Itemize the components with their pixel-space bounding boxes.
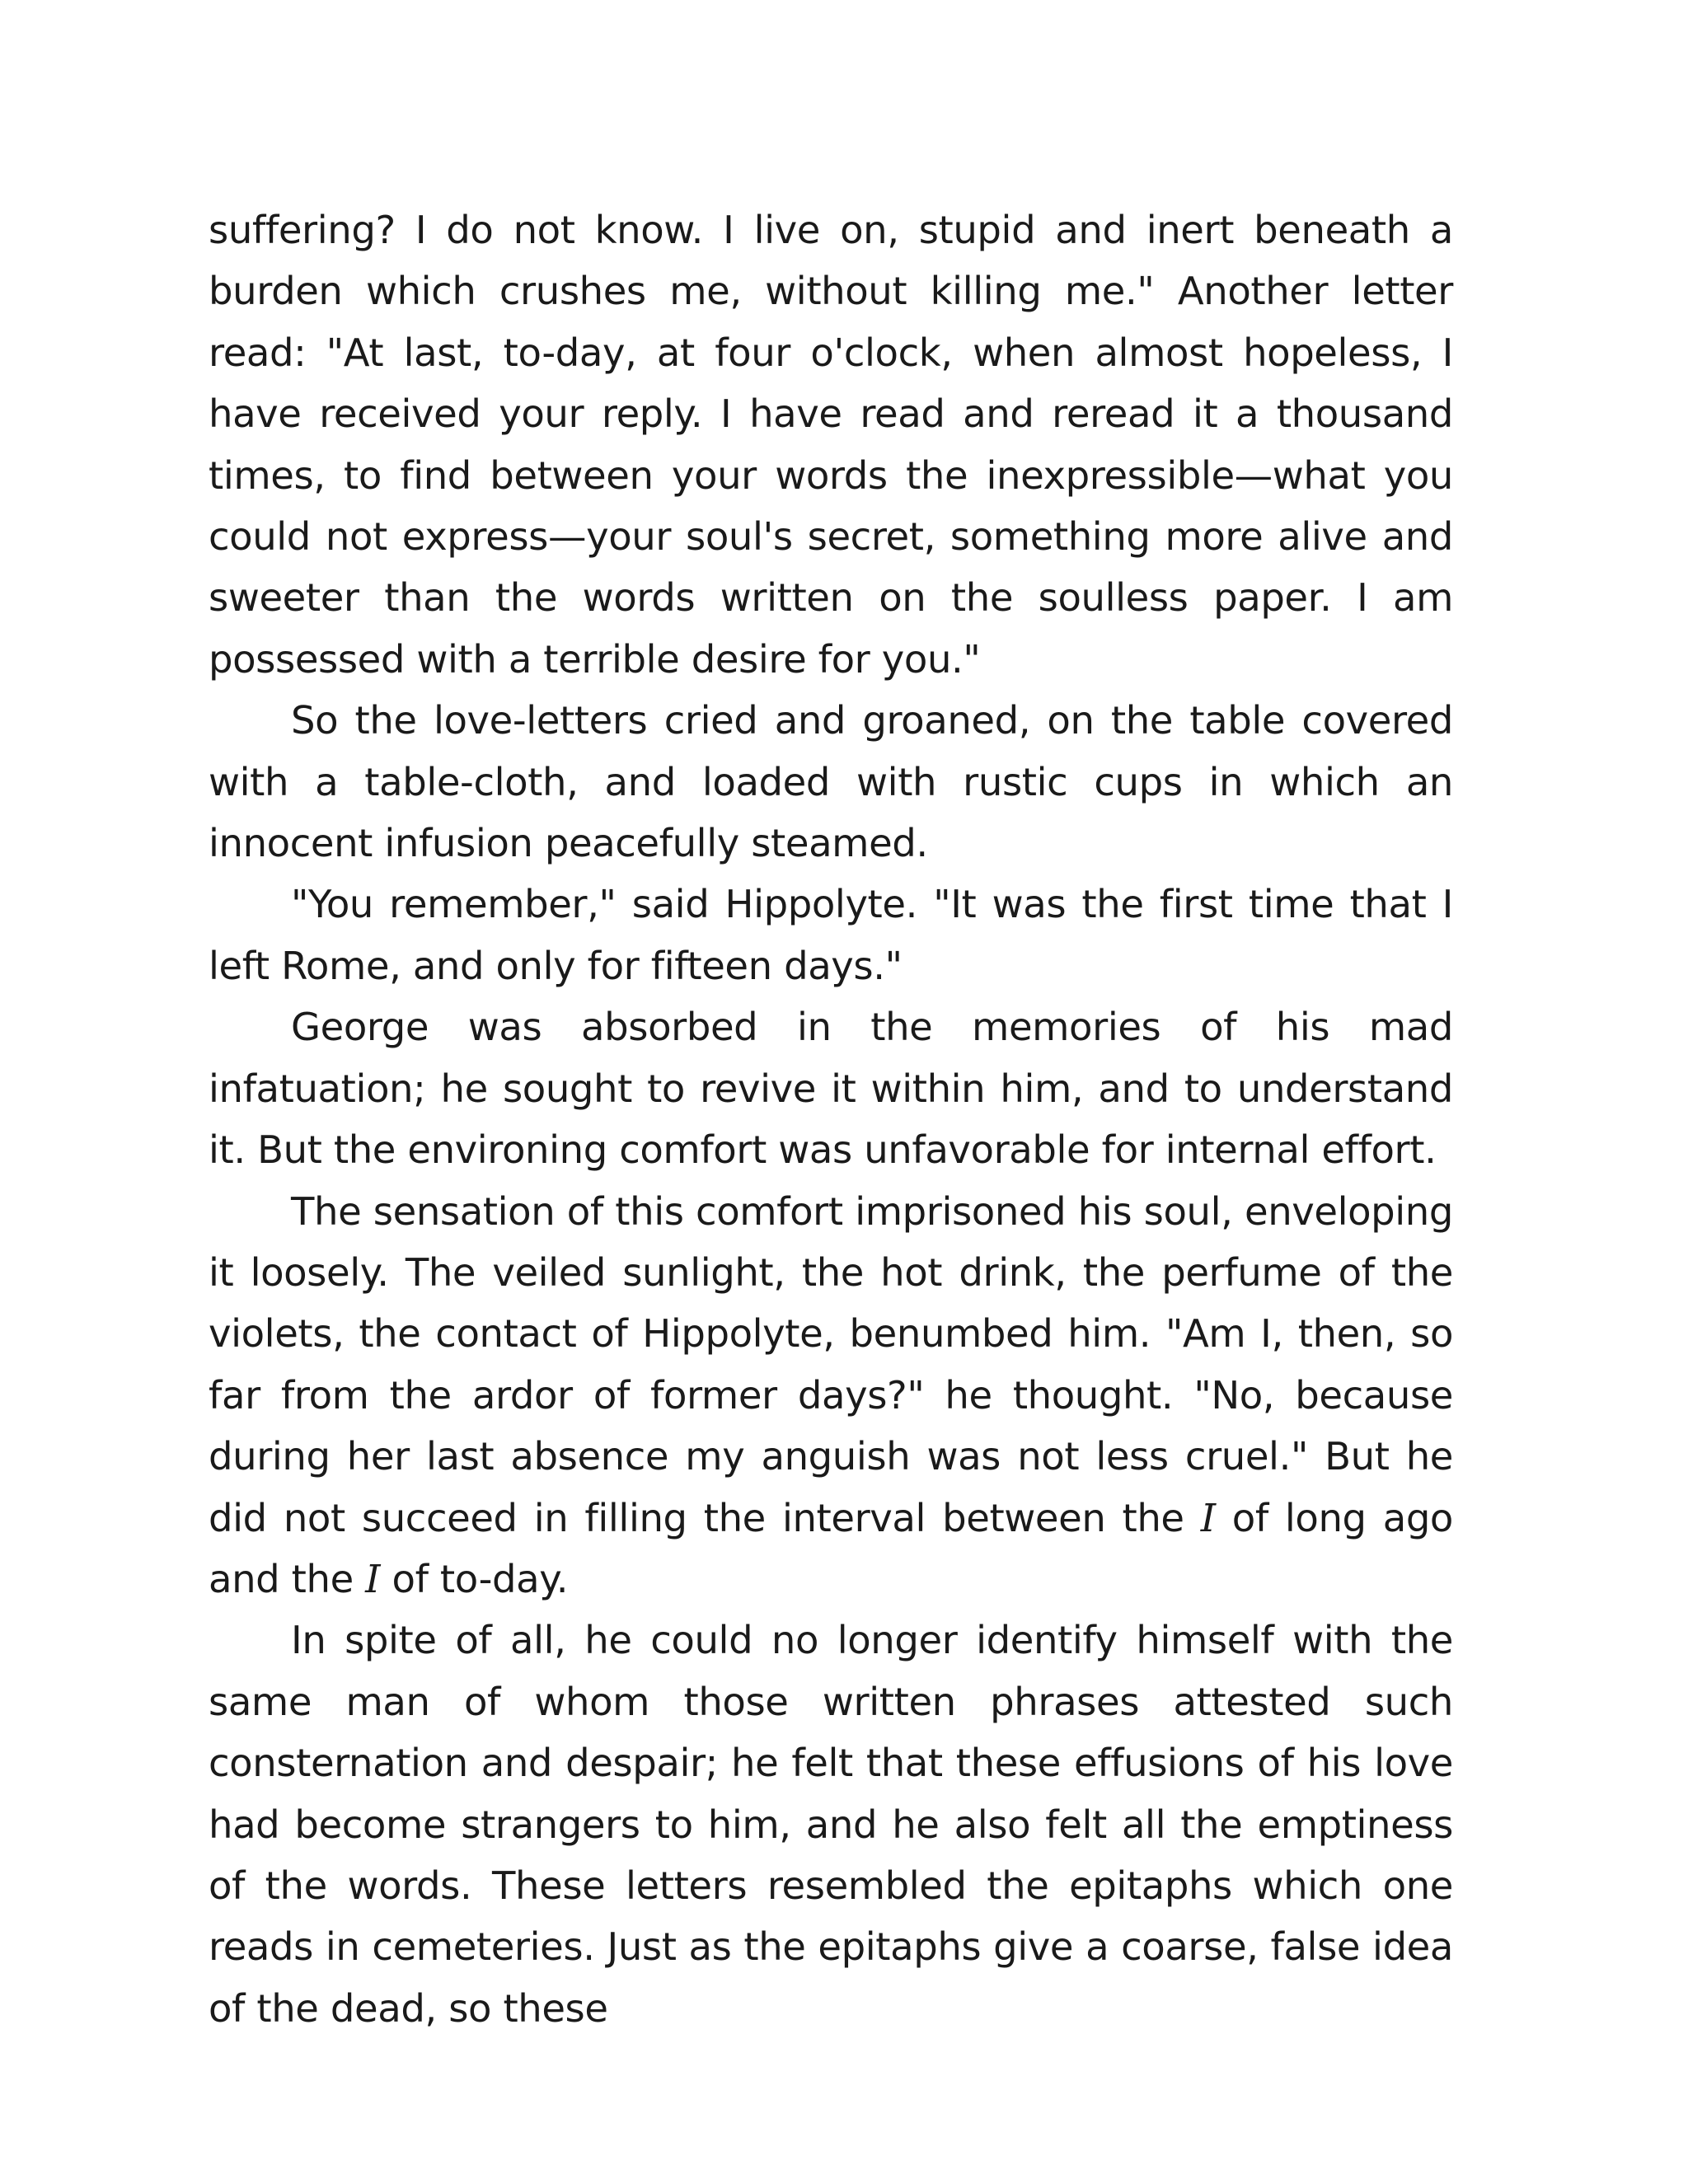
paragraph-epitaphs: In spite of all, he could no longer identify himself with the same man of whom those written phrases attested such consternation and despair; he felt that these effusions of his love had become strangers to him, and he also felt all the emptiness of the words. These letters resembled the epitaphs which one reads in cemeteries. Just as the epitaphs give a coarse, false idea of the dead, so these: [209, 1618, 1453, 2031]
paragraph-george-memories: George was absorbed in the memories of his mad infatuation; he sought to revive it within him, and to understand it. But the environing comfort was unfavorable for internal effort.: [209, 1005, 1453, 1173]
italic-pronoun: I: [365, 1556, 381, 1601]
body-text: [209, 199, 1453, 2039]
paragraph-text-segment: The sensation of this comfort imprisoned his soul, enveloping it loosely. The veiled sunlight, the hot drink, the perfume of the violets, the contact of Hippolyte, benumbed him. "Am I, then, so far from the ardor of former days?" he thought. "No, because during her last absence my anguish was not less cruel." But he did not succeed in filling the interval between the: [209, 1188, 1453, 1540]
paragraph-comfort-sensation: [209, 1181, 1453, 1610]
paragraph-text-segment: of to-day.: [380, 1556, 569, 1601]
paragraph-text-segment: of long ago and the: [209, 1495, 1453, 1601]
paragraph-hippolyte-remark: "You remember," said Hippolyte. "It was the first time that I left Rome, and only for fifteen days.": [209, 882, 1453, 988]
italic-pronoun: I: [1200, 1495, 1216, 1540]
paragraph-love-letters: So the love-letters cried and groaned, on the table covered with a table-cloth, and loaded with rustic cups in which an innocent infusion peacefully steamed.: [209, 698, 1453, 866]
paragraph-letter-quote: suffering? I do not know. I live on, stupid and inert beneath a burden which crushes me, without killing me." Another letter read: "At last, to-day, at four o'clock, when almost hopeless, I have received your reply. I have read and reread it a thousand times, to find between your words the inexpressible—what you could not express—your soul's secret, something more alive and sweeter than the words written on the soulless paper. I am possessed with a terrible desire for you.": [209, 208, 1453, 682]
